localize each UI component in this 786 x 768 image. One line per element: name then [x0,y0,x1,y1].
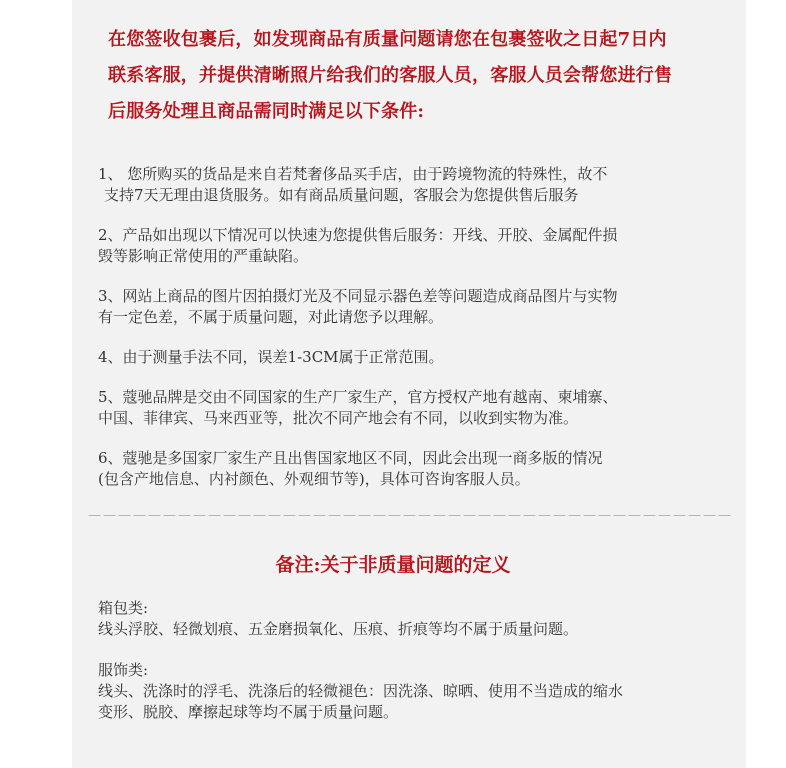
after-sales-notice [108,22,738,130]
category-text: 变形、脱胶、摩擦起球等均不属于质量问题。 [98,703,399,721]
condition-line: 中国、菲律宾、马来西亚等，批次不同产地会有不同，以收到实物为准。 [98,409,579,427]
condition-line: 支持7天无理由退货服务。如有商品质量问题，客服会为您提供售后服务 [104,186,579,204]
category-text: 线头、洗涤时的浮毛、洗涤后的轻微褪色：因洗涤、晾晒、使用不当造成的缩水 [98,682,624,700]
condition-line: 毁等影响正常使用的严重缺陷。 [98,247,309,265]
bag-category [98,598,738,640]
condition-line: 3、网站上商品的图片因拍摄灯光及不同显示器色差等问题造成商品图片与实物 [98,287,618,305]
conditions-list [98,164,738,509]
category-heading: 服饰类: [98,661,149,679]
condition-item-2 [98,225,738,267]
condition-item-4 [98,347,738,368]
condition-item-1 [98,164,738,206]
condition-item-3 [98,286,738,328]
condition-line: 2、产品如出现以下情况可以快速为您提供售后服务：开线、开胶、金属配件损 [98,226,618,244]
condition-line: 1、 您所购买的货品是来自若梵奢侈品买手店，由于跨境物流的特殊性，故不 [98,165,608,183]
apparel-category [98,660,738,723]
condition-item-5 [98,387,738,429]
category-heading: 箱包类: [98,599,149,617]
condition-line: 4、由于测量手法不同，误差1-3CM属于正常范围。 [98,348,444,366]
condition-item-6 [98,448,738,490]
condition-line: 6、蔻驰是多国家厂家生产且出售国家地区不同，因此会出现一商多版的情况 [98,449,603,467]
notice-line: 在您签收包裹后，如发现商品有质量问题请您在包裹签收之日起7日内 [108,29,667,50]
category-text: 线头浮胶、轻微划痕、五金磨损氧化、压痕、折痕等均不属于质量问题。 [98,620,579,638]
condition-line: 有一定色差，不属于质量问题，对此请您予以理解。 [98,308,444,326]
condition-line: 5、蔻驰品牌是交由不同国家的生产厂家生产，官方授权产地有越南、柬埔寨、 [98,388,618,406]
dashed-divider: ——————————————————————————————————————————— [88,508,733,523]
remark-title: 备注:关于非质量问题的定义 [275,554,511,576]
notice-line: 后服务处理且商品需同时满足以下条件: [108,101,425,122]
condition-line: (包含产地信息、内衬颜色、外观细节等)，具体可咨询客服人员。 [98,470,530,488]
notice-line: 联系客服，并提供清晰照片给我们的客服人员，客服人员会帮您进行售 [108,65,673,86]
